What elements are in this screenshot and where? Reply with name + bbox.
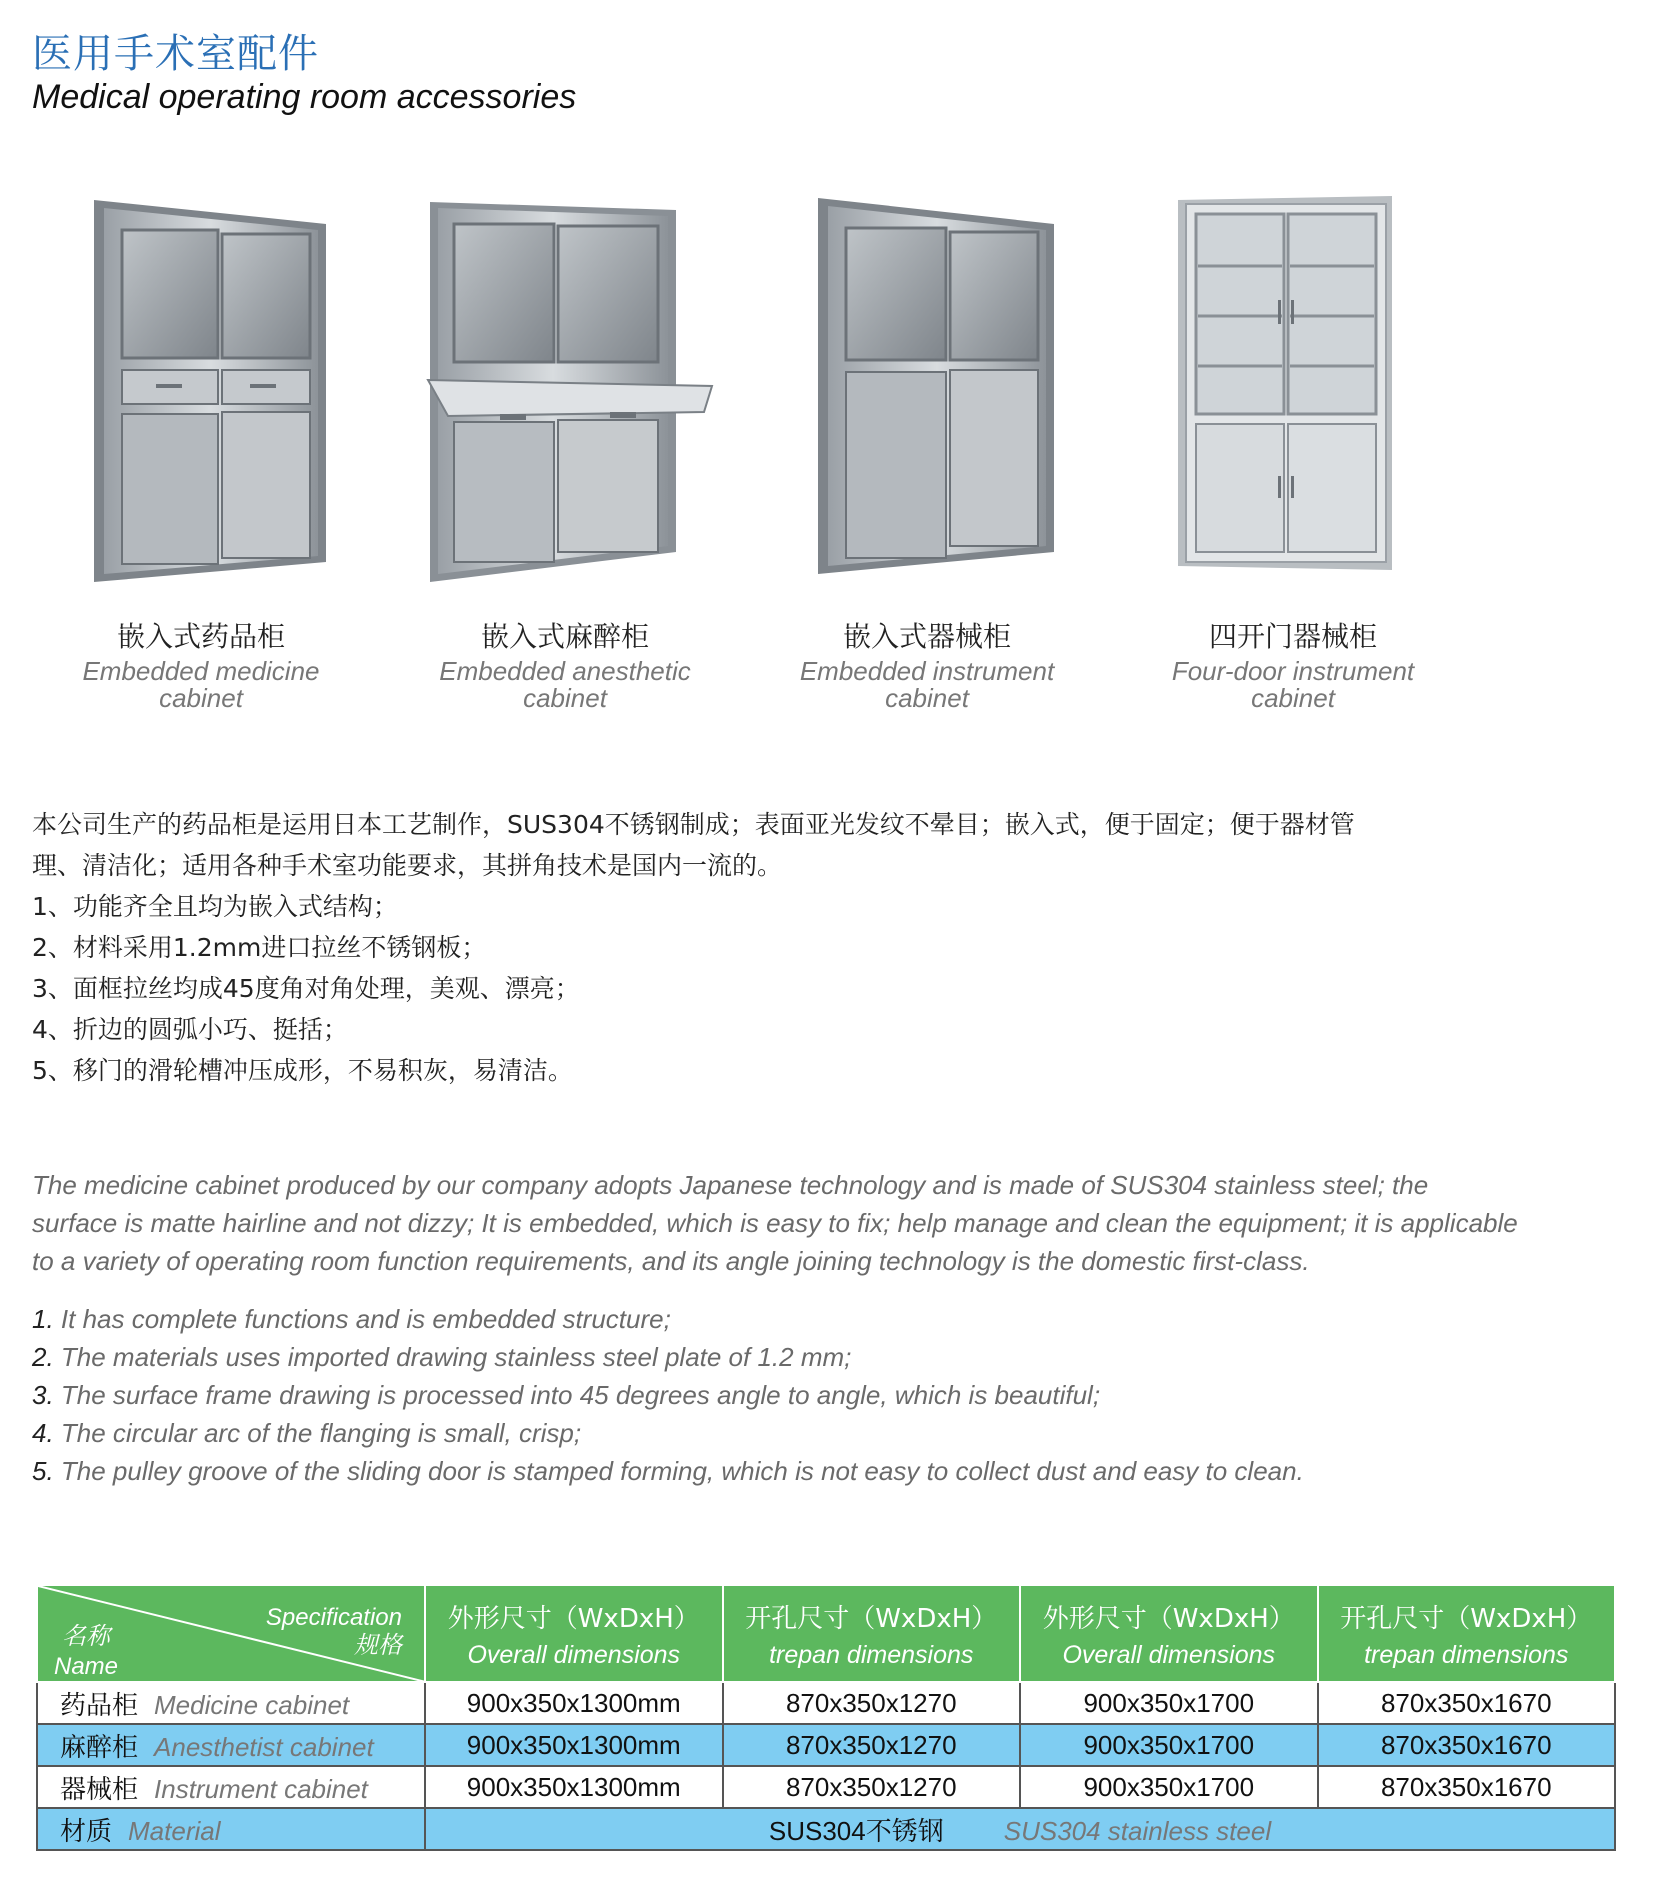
table-row <box>37 1724 1615 1766</box>
product-card-instrument-cabinet <box>762 190 1092 730</box>
product-name-en-line1: Embedded medicine <box>82 656 320 686</box>
table-cell: 870x350x1670 <box>1318 1766 1616 1808</box>
table-cell: 870x350x1670 <box>1318 1682 1616 1724</box>
corner-name-en: Name <box>54 1653 119 1680</box>
table-row <box>37 1682 1615 1724</box>
table-cell: 900x350x1700 <box>1020 1724 1318 1766</box>
product-name-en-line1: Embedded anesthetic <box>439 656 691 686</box>
anesthetic-cabinet-image <box>400 190 730 610</box>
description-en-point <box>32 1338 1612 1376</box>
table-cell: 870x350x1270 <box>723 1766 1021 1808</box>
material-label-cn: 材质 <box>60 1816 113 1847</box>
point-number: 4. <box>32 1418 54 1448</box>
product-gallery <box>0 190 1665 730</box>
column-header-cn: 外形尺寸（WxDxH） <box>447 1603 700 1634</box>
table-cell: 900x350x1300mm <box>425 1766 723 1808</box>
product-name-cn: 四开门器械柜 <box>1208 620 1377 653</box>
description-en-intro-line1: The medicine cabinet produced by our company adopts Japanese technology and is made of SUS304 stainless steel; the <box>32 1170 1429 1200</box>
column-header <box>1020 1586 1318 1682</box>
material-label <box>37 1808 425 1850</box>
column-header-en: Overall dimensions <box>1062 1640 1276 1669</box>
material-value-en: SUS304 stainless steel <box>1003 1815 1272 1846</box>
description-en-intro-line3: to a variety of operating room function requirements, and its angle joining technology is the domestic first-class. <box>32 1246 1310 1276</box>
product-name-en-line2: cabinet <box>1251 683 1335 713</box>
point-text: It has complete functions and is embedded structure; <box>53 1304 671 1334</box>
corner-spec-en: Specification <box>265 1604 402 1631</box>
corner-spec-label <box>266 1604 402 1660</box>
point-text: The materials uses imported drawing stainless steel plate of 1.2 mm; <box>53 1342 852 1372</box>
column-header-cn: 开孔尺寸（WxDxH） <box>745 1603 998 1634</box>
description-cn-point: 4、折边的圆弧小巧、挺括； <box>32 1015 348 1044</box>
table-header-row <box>37 1586 1615 1682</box>
column-header <box>425 1586 723 1682</box>
page-title-cn: 医用手术室配件 <box>32 31 319 77</box>
product-name-en-line2: cabinet <box>885 683 969 713</box>
point-number: 3. <box>32 1380 54 1410</box>
material-value <box>425 1808 1615 1850</box>
product-name-en <box>400 658 730 712</box>
row-name-cn: 麻醉柜 <box>60 1732 139 1763</box>
product-card-anesthetic-cabinet <box>400 190 730 730</box>
product-name-en <box>762 658 1092 712</box>
product-name-cn: 嵌入式麻醉柜 <box>480 620 649 653</box>
corner-name-label <box>54 1622 118 1682</box>
point-number: 5. <box>32 1456 54 1486</box>
description-cn-intro-line2: 理、清洁化；适用各种手术室功能要求，其拼角技术是国内一流的。 <box>32 851 783 880</box>
column-header-cn: 开孔尺寸（WxDxH） <box>1340 1603 1593 1634</box>
table-corner-header <box>37 1586 425 1682</box>
four-door-cabinet-image <box>1128 190 1458 610</box>
product-name-en-line2: cabinet <box>159 683 243 713</box>
table-cell: 900x350x1300mm <box>425 1682 723 1724</box>
table-cell: 870x350x1270 <box>723 1682 1021 1724</box>
row-name <box>37 1682 425 1724</box>
column-header-en: trepan dimensions <box>769 1640 974 1669</box>
description-cn-point: 5、移门的滑轮槽冲压成形，不易积灰，易清洁。 <box>32 1056 573 1085</box>
row-name-en: Anesthetist cabinet <box>154 1731 374 1762</box>
description-en-intro <box>32 1166 1612 1280</box>
row-name-en: Instrument cabinet <box>154 1773 368 1804</box>
point-text: The circular arc of the flanging is small, crisp; <box>53 1418 582 1448</box>
product-name-en <box>36 658 366 712</box>
column-header-en: trepan dimensions <box>1364 1640 1569 1669</box>
description-cn-point: 2、材料采用1.2mm进口拉丝不锈钢板； <box>32 933 487 962</box>
description-en-point <box>32 1452 1612 1490</box>
point-text: The pulley groove of the sliding door is stamped forming, which is not easy to collect dust and easy to clean. <box>53 1456 1304 1486</box>
corner-spec-cn: 规格 <box>354 1632 402 1659</box>
description-en-point <box>32 1376 1612 1414</box>
column-header <box>723 1586 1021 1682</box>
point-text: The surface frame drawing is processed into 45 degrees angle to angle, which is beautiful; <box>53 1380 1101 1410</box>
row-name <box>37 1766 425 1808</box>
description-cn-point: 3、面框拉丝均成45度角对角处理，美观、漂亮； <box>32 974 580 1003</box>
product-card-medicine-cabinet <box>36 190 366 730</box>
medicine-cabinet-image <box>36 190 366 610</box>
description-en-point <box>32 1300 1612 1338</box>
column-header-cn: 外形尺寸（WxDxH） <box>1042 1603 1295 1634</box>
product-name-en <box>1128 658 1458 712</box>
description-en-point <box>32 1414 1612 1452</box>
page-title-en: Medical operating room accessories <box>32 78 577 116</box>
row-name <box>37 1724 425 1766</box>
description-cn-intro-line1: 本公司生产的药品柜是运用日本工艺制作，SUS304不锈钢制成；表面亚光发纹不晕目；嵌入式，便于固定；便于器材管 <box>32 810 1355 839</box>
product-card-four-door-cabinet <box>1128 190 1458 730</box>
row-name-cn: 药品柜 <box>60 1690 139 1721</box>
point-number: 1. <box>32 1304 54 1334</box>
description-en-points <box>32 1300 1612 1490</box>
column-header <box>1318 1586 1616 1682</box>
table-cell: 900x350x1700 <box>1020 1682 1318 1724</box>
table-row <box>37 1766 1615 1808</box>
row-name-cn: 器械柜 <box>60 1774 139 1805</box>
point-number: 2. <box>32 1342 54 1372</box>
material-label-en: Material <box>128 1815 221 1846</box>
description-en-intro-line2: surface is matte hairline and not dizzy; It is embedded, which is easy to fix; help manage and clean the equipment; it is applicable <box>32 1208 1518 1238</box>
product-name-en-line1: Embedded instrument <box>799 656 1055 686</box>
table-cell: 870x350x1270 <box>723 1724 1021 1766</box>
product-name-en-line2: cabinet <box>523 683 607 713</box>
table-cell: 870x350x1670 <box>1318 1724 1616 1766</box>
description-cn-point: 1、功能齐全且均为嵌入式结构； <box>32 892 398 921</box>
product-name-en-line1: Four-door instrument <box>1171 656 1415 686</box>
corner-name-cn: 名称 <box>62 1623 111 1650</box>
product-name-cn: 嵌入式器械柜 <box>842 620 1011 653</box>
column-header-en: Overall dimensions <box>467 1640 681 1669</box>
specification-table <box>36 1586 1616 1851</box>
description-cn <box>32 804 1572 1091</box>
material-row <box>37 1808 1615 1850</box>
table-cell: 900x350x1300mm <box>425 1724 723 1766</box>
product-name-cn: 嵌入式药品柜 <box>116 620 285 653</box>
instrument-cabinet-image <box>762 190 1092 610</box>
table-cell: 900x350x1700 <box>1020 1766 1318 1808</box>
material-value-cn: SUS304不锈钢 <box>768 1815 944 1846</box>
row-name-en: Medicine cabinet <box>154 1689 350 1720</box>
